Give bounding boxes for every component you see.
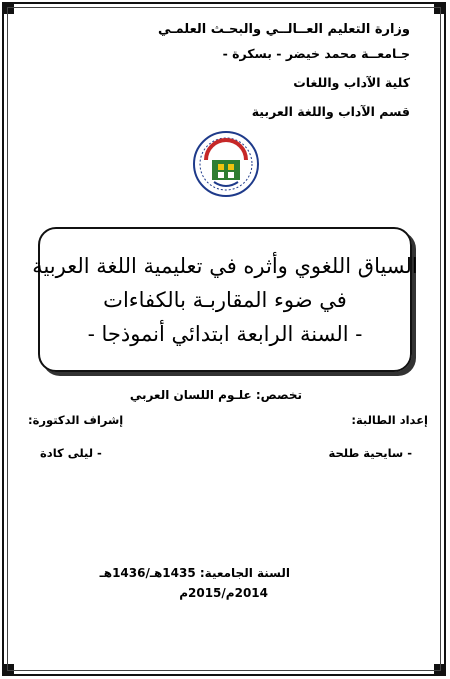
- specialization: تخصص: علـوم اللسان العربي: [129, 388, 302, 402]
- academic-year-hijri: السنة الجامعية: 1435هـ/1436هـ: [99, 566, 290, 580]
- faculty-name: كلية الآداب واللغات: [293, 75, 410, 90]
- student-name: - سايحية طلحة: [328, 446, 412, 460]
- thesis-title-box: [32, 227, 418, 372]
- university-name: جـامعــة محمد خيضر - بسكرة -: [222, 46, 410, 61]
- thesis-title-line-1: السياق اللغوي وأثره في تعليمية اللغة العربية: [32, 253, 418, 278]
- supervisor-name: - ليلى كادة: [40, 446, 102, 460]
- ministry-name: وزارة التعليم العــالــي والبحـث العلمـي: [157, 22, 410, 37]
- prepared-by-label: إعداد الطالبة:: [351, 413, 428, 427]
- department-name: قسم الآداب واللغة العربية: [251, 104, 410, 119]
- academic-year-gregorian: 2014م/2015م: [179, 586, 268, 600]
- thesis-title-line-3: - السنة الرابعة ابتدائي أنموذجا -: [87, 321, 363, 346]
- supervisor-label: إشراف الدكتورة:: [28, 413, 124, 427]
- university-logo-icon: [192, 130, 260, 198]
- thesis-title-line-2: في ضوء المقاربـة بالكفاءات: [103, 287, 347, 312]
